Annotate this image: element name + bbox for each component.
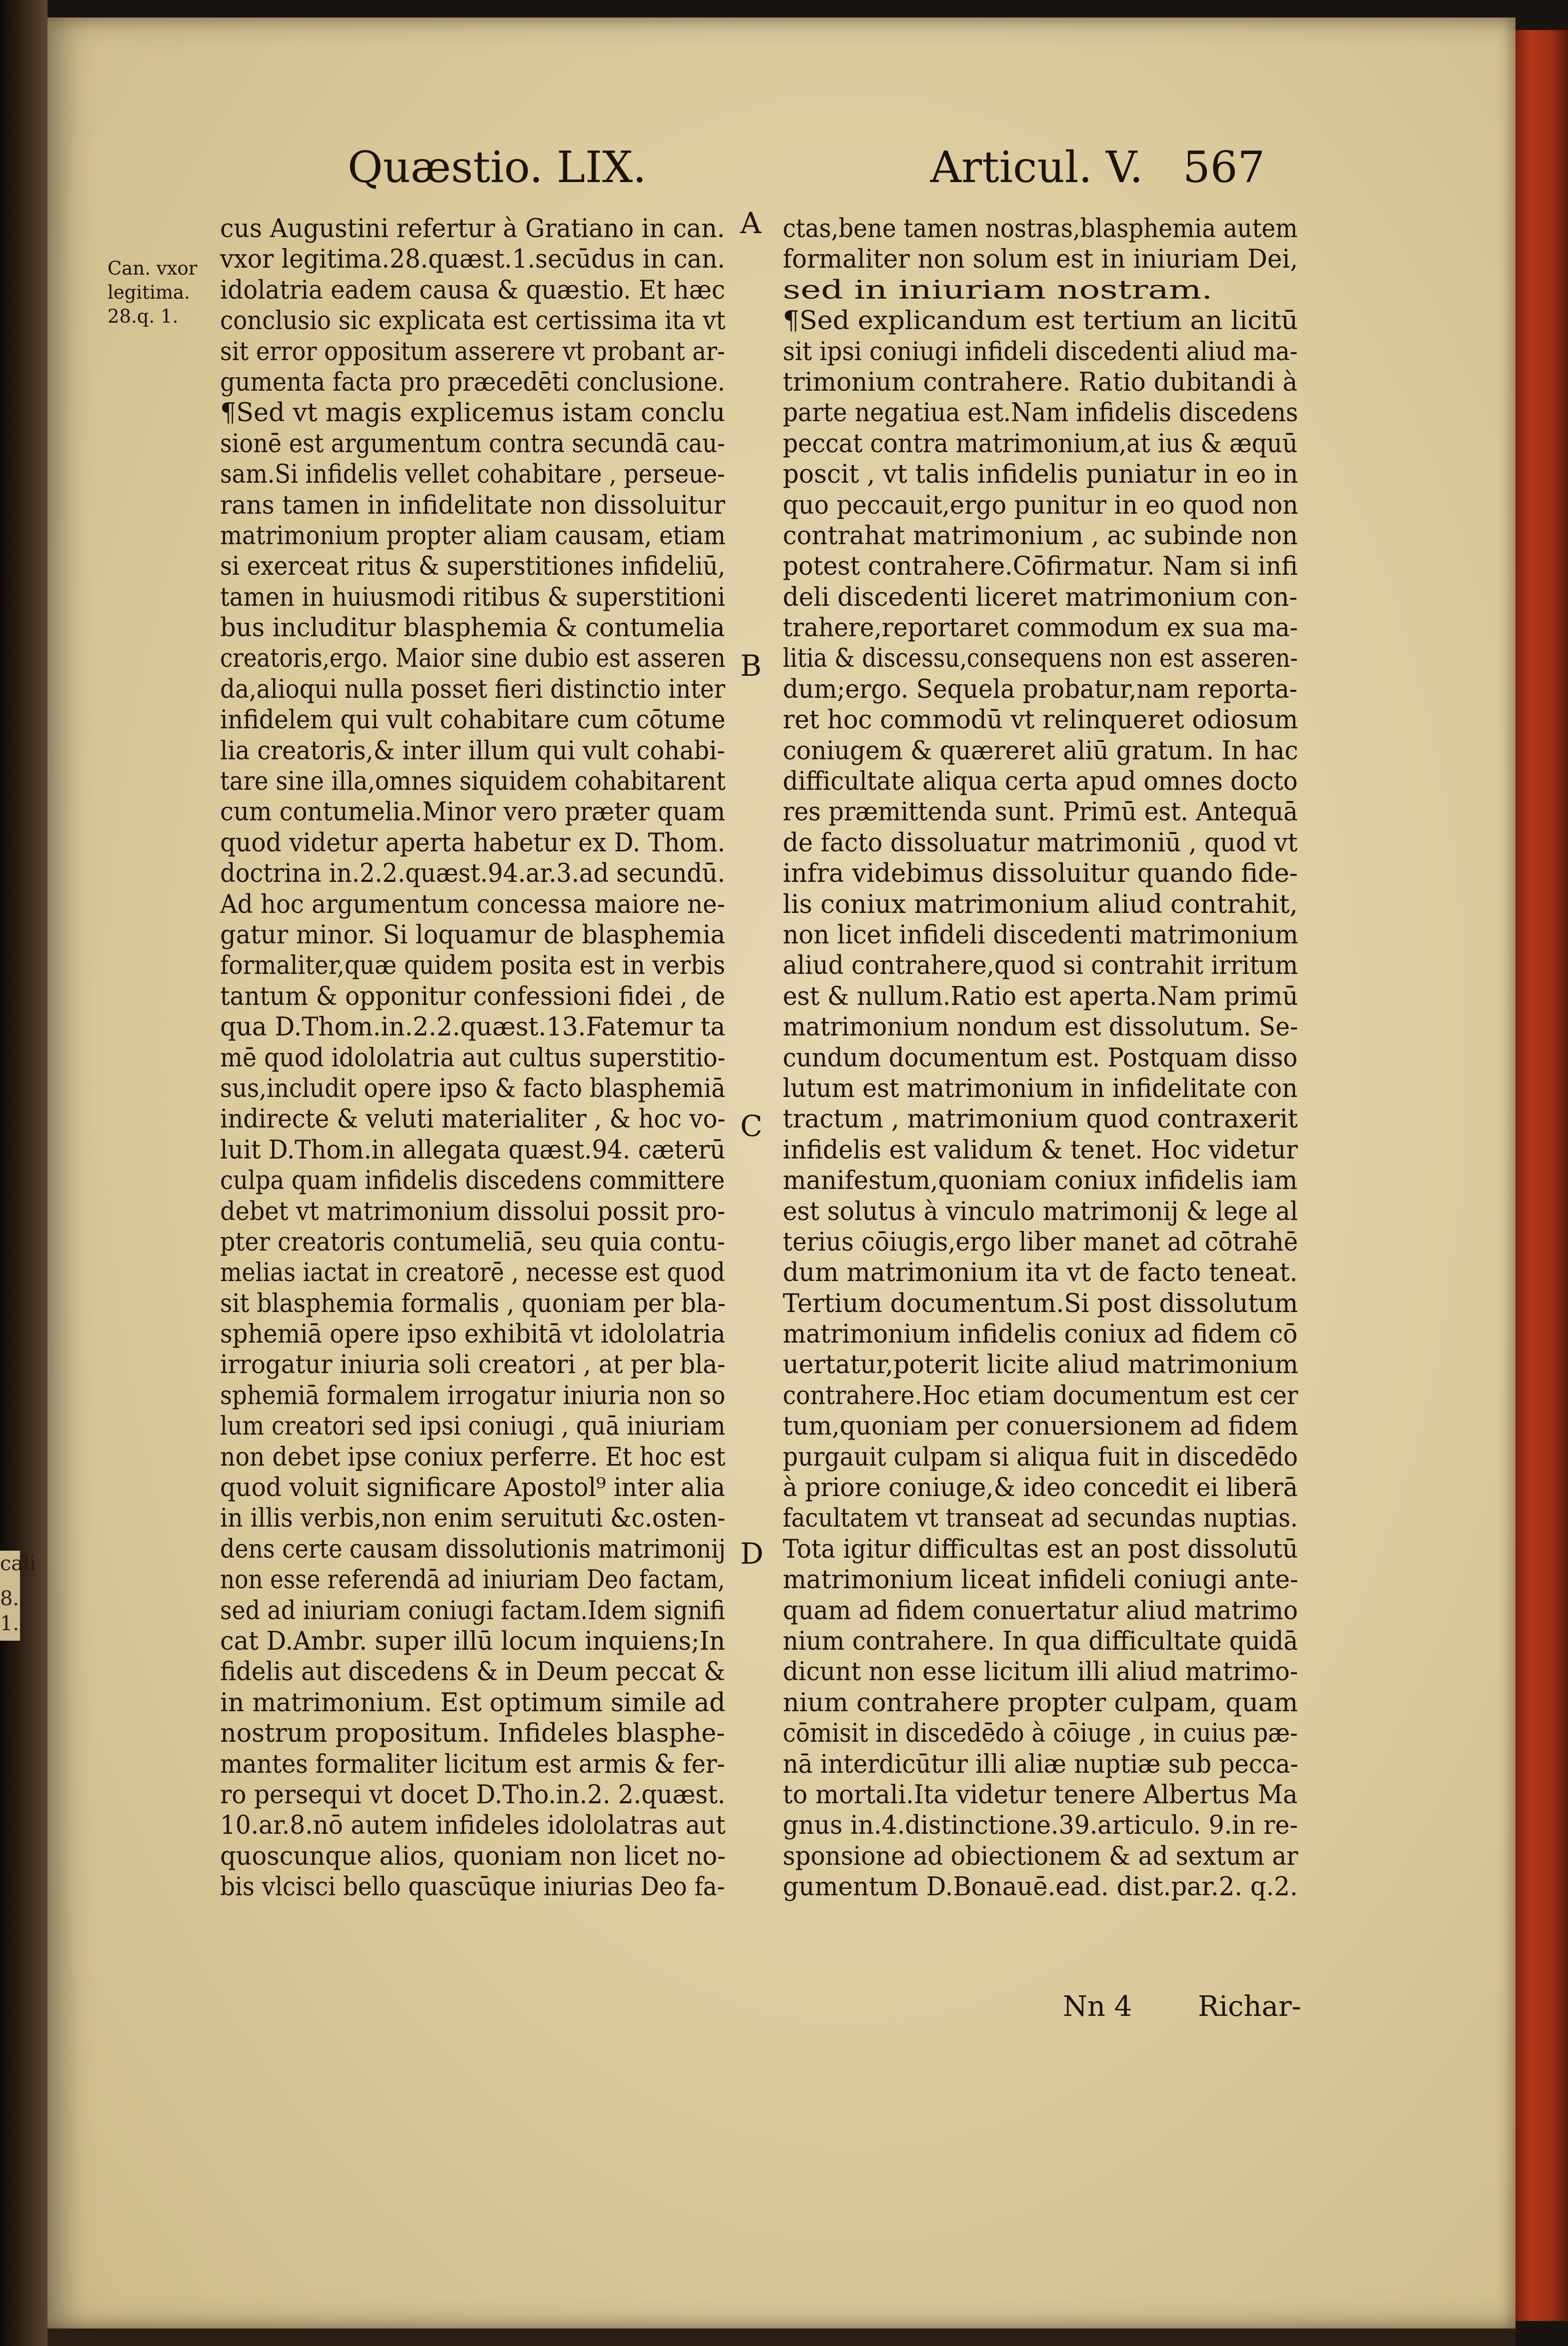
text-line: non licet infideli discedenti matrimonium bbox=[783, 919, 1298, 950]
text-line: de facto dissoluatur matrimoniū , quod vt bbox=[783, 827, 1298, 858]
catchword: Richar- bbox=[1198, 1990, 1301, 2023]
text-line: tamen in huiusmodi ritibus & superstitioni bbox=[220, 582, 725, 612]
text-line: gumentum D.Bonauē.ead. dist.par.2. q.2. bbox=[783, 1872, 1298, 1902]
text-line: quod videtur aperta habetur ex D. Thom. bbox=[220, 827, 726, 858]
text-line: melias iactat in creatorē , necesse est quod bbox=[220, 1258, 725, 1288]
text-line: lutum est matrimonium in infidelitate con bbox=[783, 1073, 1298, 1103]
text-line: doctrina in.2.2.quæst.94.ar.3.ad secundū. bbox=[220, 858, 725, 889]
running-head-right: Articul. V. bbox=[930, 143, 1143, 193]
text-line: est & nullum.Ratio est aperta.Nam primū bbox=[783, 981, 1298, 1011]
text-line: manifestum,quoniam coniux infidelis iam bbox=[783, 1165, 1298, 1196]
text-line: tum,quoniam per conuersionem ad fidem bbox=[783, 1411, 1298, 1442]
text-line: lis coniux matrimonium aliud contrahit, bbox=[783, 889, 1298, 919]
text-line: nium contrahere. In qua difficultate quidā bbox=[783, 1626, 1298, 1656]
folio-number: 567 bbox=[1183, 143, 1265, 193]
book-gutter bbox=[0, 0, 48, 2346]
margin-note bbox=[108, 257, 197, 329]
section-mark-b: B bbox=[740, 649, 762, 683]
text-line: ret hoc commodū vt relinqueret odiosum bbox=[783, 705, 1298, 735]
section-mark-d: D bbox=[740, 1537, 764, 1571]
margin-note-line: Can. vxor bbox=[108, 258, 198, 279]
text-line: sed in iniuriam nostram. bbox=[783, 275, 1213, 305]
text-column-right bbox=[783, 214, 1363, 1902]
text-line: ro persequi vt docet D.Tho.in.2. 2.quæst. bbox=[220, 1779, 726, 1810]
text-line: ctas,bene tamen nostras,blasphemia autem bbox=[783, 214, 1298, 244]
text-line: luit D.Thom.in allegata quæst.94. cæterū bbox=[220, 1134, 726, 1165]
text-line: ¶Sed vt magis explicemus istam conclu bbox=[220, 398, 725, 428]
text-line: formaliter,quæ quidem posita est in verbis bbox=[220, 950, 725, 981]
text-line: litia & discessu,consequens non est asseren- bbox=[783, 643, 1298, 674]
text-line: creatoris,ergo. Maior sine dubio est asseren bbox=[220, 643, 726, 674]
text-line: sionē est argumentum contra secundā cau- bbox=[220, 428, 725, 459]
text-line: Ad hoc argumentum concessa maiore ne- bbox=[220, 889, 725, 919]
text-line: sponsione ad obiectionem & ad sextum ar bbox=[783, 1841, 1298, 1871]
text-line: tractum , matrimonium quod contraxerit bbox=[783, 1104, 1298, 1134]
text-line: debet vt matrimonium dissolui possit pro- bbox=[220, 1196, 725, 1227]
text-line: irrogatur iniuria soli creatori , at per bla- bbox=[220, 1350, 726, 1380]
text-line: deli discedenti liceret matrimonium con- bbox=[783, 582, 1298, 612]
text-line: pter creatoris contumeliā, seu quia contu- bbox=[220, 1227, 725, 1257]
text-line: sit error oppositum asserere vt probant ar- bbox=[220, 336, 725, 367]
text-line: cus Augustini refertur à Gratiano in can. bbox=[220, 214, 725, 244]
text-line: cum contumelia.Minor vero præter quam bbox=[220, 797, 725, 827]
text-line: non esse referendā ad iniuriam Deo factam, bbox=[220, 1565, 725, 1595]
text-line: infidelem qui vult cohabitare cum cōtume bbox=[220, 705, 726, 735]
text-line: bis vlcisci bello quascūque iniurias Deo fa- bbox=[220, 1872, 725, 1902]
text-line: bus includitur blasphemia & contumelia bbox=[220, 613, 725, 643]
text-line: dicunt non esse licitum illi aliud matrimo- bbox=[783, 1657, 1298, 1687]
red-page-edge bbox=[1515, 30, 1568, 2321]
text-line: sphemiā opere ipso exhibitā vt idololatria bbox=[220, 1319, 726, 1350]
section-mark-c: C bbox=[740, 1109, 763, 1143]
text-line: matrimonium liceat infideli coniugi ante- bbox=[783, 1565, 1298, 1595]
text-line: trimonium contrahere. Ratio dubitandi à bbox=[783, 367, 1298, 397]
text-line: cat D.Ambr. super illū locum inquiens;In bbox=[220, 1626, 725, 1656]
text-line: Tertium documentum.Si post dissolutum bbox=[783, 1288, 1298, 1319]
text-line: nostrum propositum. Infideles blasphe- bbox=[220, 1718, 725, 1749]
text-line: matrimonium nondum est dissolutum. Se- bbox=[783, 1012, 1298, 1042]
text-line: sit ipsi coniugi infideli discedenti aliud ma- bbox=[783, 336, 1298, 367]
text-line: sphemiā formalem irrogatur iniuria non so bbox=[220, 1380, 726, 1411]
text-line: tantum & opponitur confessioni fidei , de bbox=[220, 981, 725, 1011]
text-line: indirecte & veluti materialiter , & hoc vo- bbox=[220, 1104, 726, 1134]
facing-text: 1. bbox=[0, 1612, 20, 1635]
text-line: tare sine illa,omnes siquidem cohabitarent bbox=[220, 766, 726, 797]
text-line: quoscunque alios, quoniam non licet no- bbox=[220, 1841, 726, 1871]
margin-note-line: legitima. bbox=[108, 282, 190, 303]
text-line: poscit , vt talis infidelis puniatur in eo in bbox=[783, 459, 1298, 490]
text-line: qua D.Thom.in.2.2.quæst.13.Fatemur ta bbox=[220, 1012, 726, 1042]
text-line: contrahere.Hoc etiam documentum est cer bbox=[783, 1380, 1298, 1411]
text-line: sit blasphemia formalis , quoniam per bla- bbox=[220, 1288, 726, 1319]
facing-text: cali bbox=[0, 1552, 36, 1575]
text-line: contrahat matrimonium , ac subinde non bbox=[783, 520, 1298, 551]
text-line: facultatem vt transeat ad secundas nuptias. bbox=[783, 1503, 1298, 1534]
text-line: mē quod idololatria aut cultus superstitio- bbox=[220, 1042, 726, 1073]
text-line: in illis verbis,non enim seruituti &c.osten- bbox=[220, 1503, 726, 1534]
text-line: cōmisit in discedēdo à cōiuge , in cuius pæ- bbox=[783, 1718, 1298, 1749]
text-line: lia creatoris,& inter illum qui vult cohabi- bbox=[220, 735, 725, 766]
text-line: coniugem & quæreret aliū gratum. In hac bbox=[783, 735, 1298, 766]
text-line: sus,includit opere ipso & facto blasphemiā bbox=[220, 1073, 726, 1103]
text-line: fidelis aut discedens & in Deum peccat & bbox=[220, 1657, 726, 1687]
text-line: aliud contrahere,quod si contrahit irritum bbox=[783, 950, 1298, 981]
text-line: matrimonium infidelis coniux ad fidem cō bbox=[783, 1319, 1298, 1350]
text-line: terius cōiugis,ergo liber manet ad cōtrahē bbox=[783, 1227, 1298, 1257]
text-line: vxor legitima.28.quæst.1.secūdus in can. bbox=[220, 244, 725, 275]
running-head-left: Quæstio. LIX. bbox=[348, 143, 647, 193]
text-line: nium contrahere propter culpam, quam bbox=[783, 1687, 1298, 1718]
text-line: sed ad iniuriam coniugi factam.Idem signifi bbox=[220, 1595, 725, 1626]
text-line: gatur minor. Si loquamur de blasphemia bbox=[220, 919, 726, 950]
text-line: matrimonium propter aliam causam, etiam bbox=[220, 520, 726, 551]
margin-note-line: 28.q. 1. bbox=[108, 306, 179, 327]
page-bottom-shadow bbox=[48, 2328, 1515, 2346]
facing-page-fragment bbox=[0, 1611, 20, 1641]
text-line: infidelis est validum & tenet. Hoc videtur bbox=[783, 1134, 1298, 1165]
text-line: lum creatori sed ipsi coniugi , quā iniuriam bbox=[220, 1411, 726, 1442]
text-line: gumenta facta pro præcedēti conclusione. bbox=[220, 367, 725, 397]
text-line: quo peccauit,ergo punitur in eo quod non bbox=[783, 490, 1298, 520]
text-line: trahere,reportaret commodum ex sua ma- bbox=[783, 613, 1298, 643]
text-line: dum matrimonium ita vt de facto teneat. bbox=[783, 1258, 1298, 1288]
text-line: formaliter non solum est in iniuriam Dei, bbox=[783, 244, 1298, 275]
text-line: mantes formaliter licitum est armis & fer- bbox=[220, 1749, 725, 1779]
text-line: to mortali.Ita videtur tenere Albertus Ma bbox=[783, 1779, 1298, 1810]
text-line: idolatria eadem causa & quæstio. Et hæc bbox=[220, 275, 725, 305]
text-line: à priore coniuge,& ideo concedit ei liberā bbox=[783, 1473, 1298, 1503]
section-mark-a: A bbox=[740, 206, 761, 240]
text-line: difficultate aliqua certa apud omnes docto bbox=[783, 766, 1298, 797]
text-line: Tota igitur difficultas est an post dissolutū bbox=[783, 1534, 1298, 1564]
text-line: res præmittenda sunt. Primū est. Antequā bbox=[783, 797, 1298, 827]
text-line: potest contrahere.Cōfirmatur. Nam si infi bbox=[783, 551, 1298, 582]
text-line: quod voluit significare Apostol⁹ inter alia bbox=[220, 1473, 725, 1503]
text-line: nā interdicūtur illi aliæ nuptiæ sub pecca- bbox=[783, 1749, 1298, 1779]
text-line: purgauit culpam si aliqua fuit in discedēdo bbox=[783, 1442, 1298, 1472]
text-line: ¶Sed explicandum est tertium an licitū bbox=[783, 306, 1298, 336]
text-line: si exerceat ritus & superstitiones infideliū, bbox=[220, 551, 726, 582]
text-line: 10.ar.8.nō autem infideles idololatras aut bbox=[220, 1810, 726, 1841]
text-line: culpa quam infidelis discedens committere bbox=[220, 1165, 725, 1196]
text-line: sam.Si infidelis vellet cohabitare , perseue- bbox=[220, 459, 725, 490]
text-line: da,alioqui nulla posset fieri distinctio inter bbox=[220, 674, 725, 704]
text-column-left bbox=[220, 214, 794, 1902]
text-line: quam ad fidem conuertatur aliud matrimo bbox=[783, 1595, 1298, 1626]
text-line: est solutus à vinculo matrimonij & lege al bbox=[783, 1196, 1298, 1227]
text-line: conclusio sic explicata est certissima ita vt bbox=[220, 306, 726, 336]
text-line: dum;ergo. Sequela probatur,nam reporta- bbox=[783, 674, 1298, 704]
signature-mark: Nn 4 bbox=[1063, 1990, 1132, 2023]
text-line: infra videbimus dissoluitur quando fide- bbox=[783, 858, 1298, 889]
text-line: gnus in.4.distinctione.39.articulo. 9.in re- bbox=[783, 1810, 1298, 1841]
book-page bbox=[48, 18, 1515, 2328]
facing-text: 8. bbox=[0, 1587, 20, 1610]
text-line: uertatur,poterit licite aliud matrimonium bbox=[783, 1350, 1298, 1380]
text-line: non debet ipse coniux perferre. Et hoc est bbox=[220, 1442, 726, 1472]
text-line: peccat contra matrimonium,at ius & æquū bbox=[783, 428, 1298, 459]
text-line: dens certe causam dissolutionis matrimonij bbox=[220, 1534, 726, 1564]
text-line: cundum documentum est. Postquam disso bbox=[783, 1042, 1298, 1073]
text-line: rans tamen in infidelitate non dissoluitur bbox=[220, 490, 725, 520]
text-line: in matrimonium. Est optimum simile ad bbox=[220, 1687, 726, 1718]
text-line: parte negatiua est.Nam infidelis discedens bbox=[783, 398, 1298, 428]
